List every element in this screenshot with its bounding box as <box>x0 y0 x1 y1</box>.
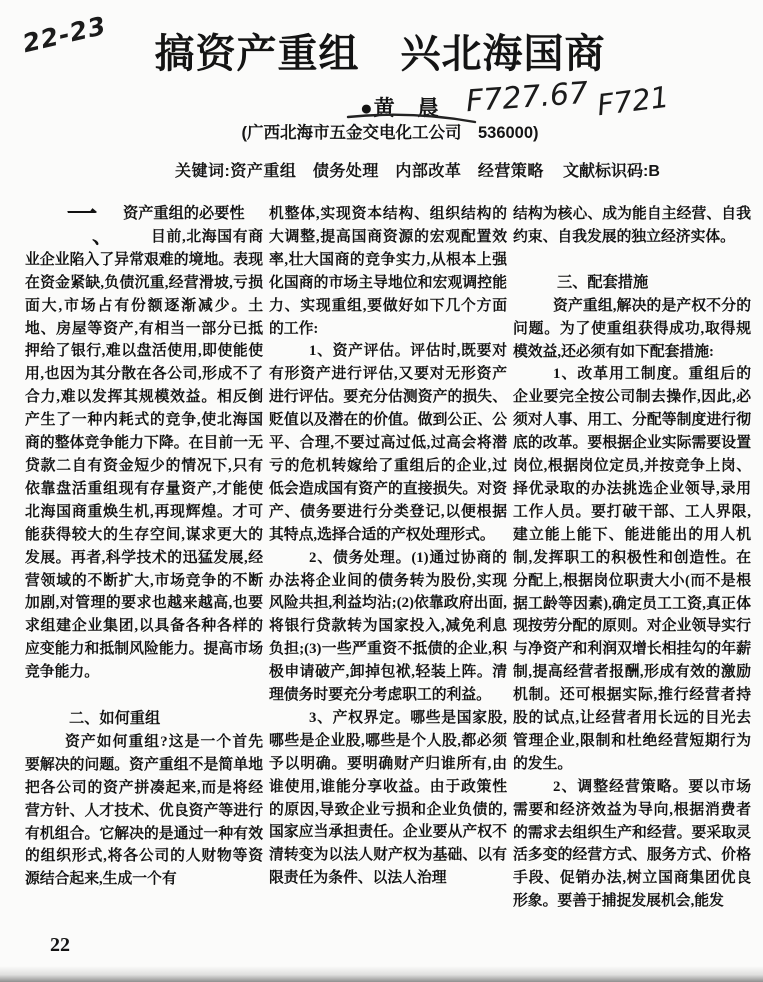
scan-edge-shadow <box>0 966 763 982</box>
text-column <box>25 197 263 913</box>
section-gap <box>25 684 263 708</box>
section-number-dropcap: 一 、 <box>66 197 113 248</box>
paragraph: 1、改革用工制度。重组后的企业要完全按公司制去操作,因此,必须对人事、用工、分配等制度进行彻底的改革。要根据企业实际需要设置岗位,根据岗位定员,并按竞争上岗、择优录取的办法挑选企业领导,录用工作人员。要打破干部、工人界限,建立能上能下、能进能出的用人机制,发挥职工的积极性和创造性。在分配上,根据岗位职责大小(而不是根据工龄等因素),确定员工工资,真正体现按劳分配的原则。对企业领导实行与净资产和利润双增长相挂勾的年薪制,提高经营者报酬,形成有效的激励机制。还可根据实际,推行经营者持股的试点,让经营者用长远的目光去管理企业,限制和杜绝经营短期行为的发生。 <box>513 366 751 772</box>
handwritten-classification-code-2: F721 <box>595 79 671 123</box>
section-one-opening <box>25 197 263 684</box>
handwritten-classification-code: F727.67 <box>464 75 590 120</box>
section-gap <box>513 249 751 272</box>
paragraph: 机整体,实现资本结构、组织结构的大调整,提高国商资源的宏观配置效率,壮大国商的竞争实力,从根本上强化国商的市场主导地位和宏观调控能力、实现重组,要做好如下几个方面的工作: <box>269 206 507 337</box>
paragraph-text: 目前,北海国有商业企业陷入了异常艰难的境地。表现在资金紧缺,负债沉重,经营滑坡,亏损面大,市场占有份额逐渐减少。土地、房屋等资产,有相当一部分已抵押给了银行,难以盘活使用,即使能使用,也因为其分散在各公司,形成不了合力,难以发挥其规模效益。相反倒产生了一种内耗式的竞争,使北海国商的整体竞争能力下降。在目前一无贷款二自有资金短少的情况下,只有依靠盘活重组现有存量资产,才能使北海国商重焕生机,再现辉煌。才可能获得较大的生存空间,谋求更大的发展。再者,科学技术的迅猛发展,经营领域的不断扩大,市场竞争的不断加剧,对管理的要求也越来越高,也要求组建企业集团,以具备各种各样的应变能力和抵制风险能力。提高市场竞争能力。 <box>25 228 263 681</box>
page-number: 22 <box>50 934 70 956</box>
paragraph-lead: 3、产权界定。 <box>309 709 411 726</box>
section-heading: 资产重组的必要性 <box>123 205 245 222</box>
affiliation-line: (广西北海市五金交电化工公司 536000) <box>241 124 539 142</box>
paragraph-lead: 1、改革用工制度。 <box>553 366 689 383</box>
handwritten-margin-note: 22-23 <box>19 10 110 59</box>
paragraph: 资产重组,解决的是产权不分的问题。为了使重组获得成功,取得规模效益,还必须有如下配套措施: <box>513 297 751 360</box>
paragraph: 3、产权界定。哪些是国家股,哪些是企业股,哪些是个人股,都必须予以明确。要明确财产归谁所有,由谁使用,谁能分享收益。由于政策性的原因,导致企业亏损和企业负债的,国家应当承担责任。企业要从产权不清转变为以法人财产权为基础、以有限责任为条件、以法人治理 <box>269 709 507 887</box>
text-column <box>269 203 507 913</box>
section-heading: 三、配套措施 <box>557 273 649 291</box>
paragraph: 资产如何重组?这是一个首先要解决的问题。资产重组不是简单地把各公司的资产拼凑起来,而是将经营方针、人才技术、优良资产等进行有机组合。它解决的是通过一种有效的组织形式,将各公司的人财物等资源结合起来,生成一个有 <box>25 733 263 888</box>
article-title: 搞资产重组 兴北海国商 <box>154 32 606 76</box>
document-code: 文献标识码:B <box>563 163 660 180</box>
paragraph-lead: 2、调整经营策略。 <box>553 778 689 795</box>
text-column <box>513 203 751 913</box>
paragraph-lead: 2、债务处理。 <box>309 549 412 566</box>
paragraph-lead: 1、资产评估。 <box>309 343 411 360</box>
section-heading: 二、如何重组 <box>69 710 161 728</box>
paragraph: 2、债务处理。(1)通过协商的办法将企业间的债务转为股份,实现风险共担,利益均沾;(2)依靠政府出面,将银行贷款转为国家投入,减免利息负担;(3)一些严重资不抵债的企业,积极申请破产,卸掉包袱,轻装上阵。清理债务时要充分考虑职工的利益。 <box>269 549 507 704</box>
paragraph: 1、资产评估。评估时,既要对有形资产进行评估,又要对无形资产进行评估。要充分估测资产的损失、贬值以及潜在的价值。做到公正、公平、合理,不要过高过低,过高会将潜亏的危机转嫁给了重组后的企业,过低会造成国有资产的直接损失。对资产、债务要进行分类登记,以便根据其特点,选择合适的产权处理形式。 <box>269 343 507 543</box>
paragraph: 2、调整经营策略。要以市场需要和经济效益为导向,根据消费者的需求去组织生产和经营。要采取灵活多变的经营方式、服务方式、价格手段、促销办法,树立国商集团优良形象。要善于捕捉发展机会,能发 <box>513 778 751 910</box>
keywords-line: 关键词:资产重组 债务处理 内部改革 经营策略 <box>175 163 544 180</box>
author-line: ●黄 晨 <box>360 97 440 120</box>
article-body <box>25 197 751 913</box>
paragraph: 结构为核心、成为能自主经营、自我约束、自我发展的独立经济实体。 <box>513 206 751 245</box>
